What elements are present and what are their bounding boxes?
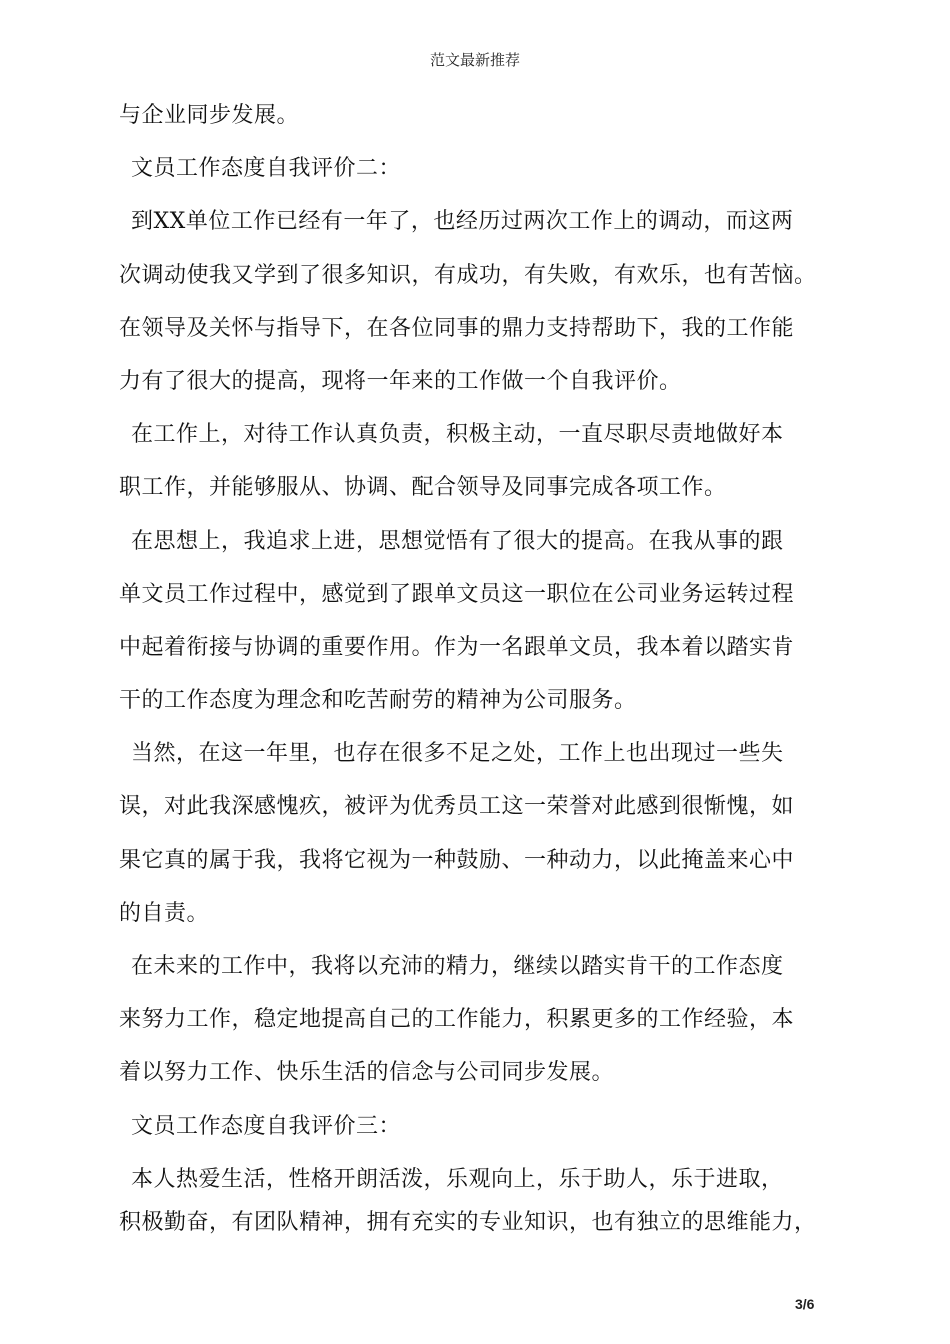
text-line: 着以努力工作、快乐生活的信念与公司同步发展。	[119, 1060, 615, 1086]
text-line: 误，对此我深感愧疚，被评为优秀员工这一荣誉对此感到很惭愧，如	[119, 794, 795, 820]
text-line: 在工作上，对待工作认真负责，积极主动，一直尽职尽责地做好本	[131, 422, 784, 448]
text-line: 单文员工作过程中，感觉到了跟单文员这一职位在公司业务运转过程	[119, 581, 795, 607]
text-line: 在思想上，我追求上进，思想觉悟有了很大的提高。在我从事的跟	[131, 528, 784, 554]
text-line: 与企业同步发展。	[119, 103, 300, 128]
text-line: 本人热爱生活，性格开朗活泼，乐观向上，乐于助人，乐于进取，	[131, 1166, 784, 1192]
page-number: 3/6	[795, 1296, 815, 1312]
page-header: 范文最新推荐	[429, 51, 520, 69]
text-line: 中起着衔接与协调的重要作用。作为一名跟单文员，我本着以踏实肯	[119, 634, 795, 660]
text-line: 次调动使我又学到了很多知识，有成功，有失败，有欢乐，也有苦恼。	[119, 262, 817, 288]
text-line: 积极勤奋，有团队精神，拥有充实的专业知识，也有独立的思维能力，	[119, 1209, 817, 1235]
text-line: 来努力工作，稳定地提高自己的工作能力，积累更多的工作经验，本	[119, 1007, 795, 1033]
text-line: 当然，在这一年里，也存在很多不足之处，工作上也出现过一些失	[131, 741, 784, 767]
section-heading: 文员工作态度自我评价二：	[131, 156, 402, 182]
text-line: 在未来的工作中，我将以充沛的精力，继续以踏实肯干的工作态度	[131, 954, 784, 979]
text-line: 到XX单位工作已经有一年了，也经历过两次工作上的调动，而这两	[131, 209, 794, 235]
section-heading: 文员工作态度自我评价三：	[131, 1113, 402, 1139]
document-body	[119, 89, 835, 1240]
text-line: 的自责。	[119, 900, 210, 926]
text-line: 在领导及关怀与指导下，在各位同事的鼎力支持帮助下，我的工作能	[119, 315, 795, 341]
text-line: 力有了很大的提高，现将一年来的工作做一个自我评价。	[119, 368, 682, 394]
text-line: 果它真的属于我，我将它视为一种鼓励、一种动力，以此掩盖来心中	[119, 847, 795, 873]
text-line: 干的工作态度为理念和吃苦耐劳的精神为公司服务。	[119, 688, 637, 714]
text-line: 职工作，并能够服从、协调、配合领导及同事完成各项工作。	[119, 475, 727, 501]
